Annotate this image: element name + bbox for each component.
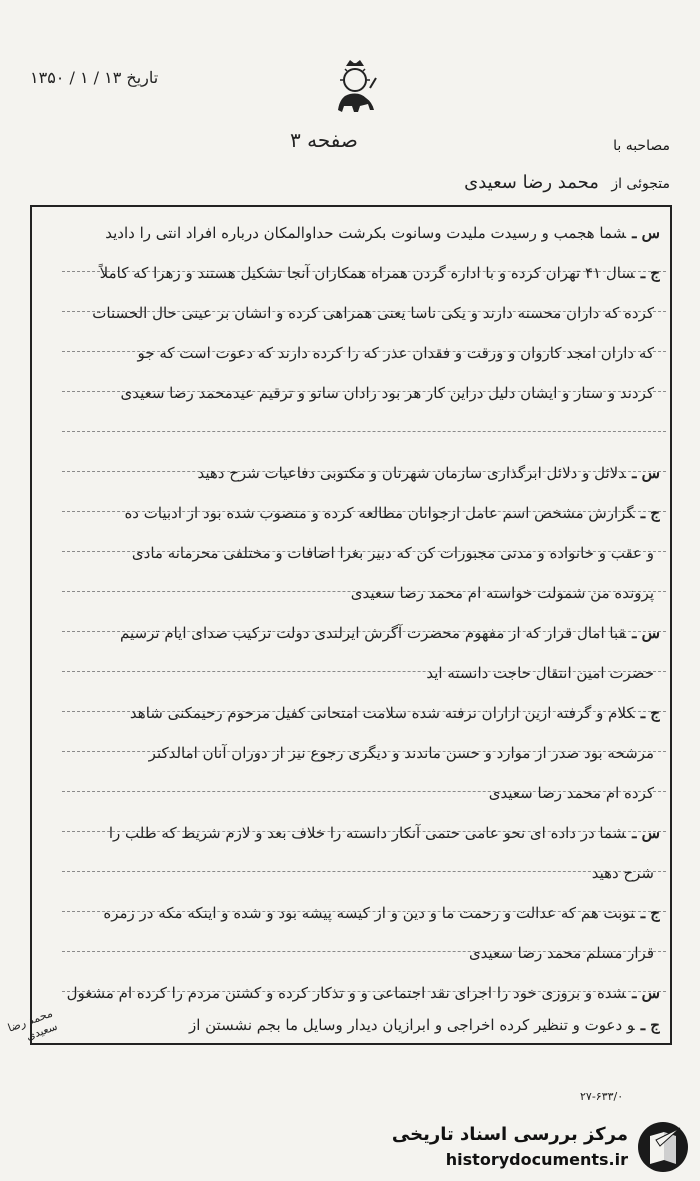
transcript-line: س ـشما هجمب و رسیدت ملیدت وسانوت بکرشت حداوالمکان درباره افراد انتی را دادید [105, 224, 660, 242]
transcript-line: ج ـسال ۴۱ تهران کرده و با اداره گردن همراه همکاران آنجا تشکیل هستند و زهرا که کاملاً [99, 264, 660, 282]
transcript-line: س ـشما در داده ای نحو عامی حتمی آنکار دانسته را خلاف بعد و لازم شریط که طلب را [108, 824, 660, 842]
transcript-line: کرده که داران محسنه دارند و یکی ناسا یعنی همراهی کرده و انشان بر عینی حال الحسنات [92, 304, 654, 322]
archive-watermark [391, 1120, 690, 1175]
transcript-line: س ـقبا امال قرار که از مفهوم محضرت آگرش ایرلندی دولت ترکیب صدای ایام ترسیم [120, 624, 660, 642]
ruled-line [62, 431, 666, 432]
transcript-line: س ـدلائل و دلائل ابرگذاری سازمان شهرتان و مکتوبی دفاعیات شرح دهید [197, 464, 660, 482]
interviewee-name: محمد رضا سعیدی [464, 172, 599, 193]
transcript-line: ج ـگزارش مشخص اسم عامل ازجوانان مطالعه کرده و منصوب شده بود از ادبیات ده [124, 504, 660, 522]
interviewee-line [464, 172, 670, 193]
transcript-frame [30, 205, 672, 1045]
transcript-line: که داران امجد کاروان و ورقت و فقدان عذر که را کرده دارند که دعوت است که جو [137, 344, 654, 362]
transcript-line: حضرت امین انتقال حاجت دانسته اید [426, 664, 654, 682]
interview-label: مصاحبه با [613, 138, 670, 154]
watermark-title: مرکز بررسی اسناد تاریخی [391, 1124, 628, 1145]
transcript-line: ج ـکلام و گرفته ازین ازاران نرفته شده سلامت امتحانی کفیل مرحوم رحیمکنی شاهد [129, 704, 660, 722]
transcript-line: کردند و ستار و ایشان دلیل دراین کار هر بود رادان ساتو و ترقیم عیدمحمد رضا سعیدی [120, 384, 654, 402]
watermark-site: historydocuments.ir [445, 1150, 628, 1169]
transcript-line: پرونده من شمولت خواسته ام محمد رضا سعیدی [350, 584, 654, 602]
book-quill-icon [636, 1120, 690, 1174]
transcript-line: ج ـنوبت هم که عدالت و رحمت ما و دین و از کیسه پیشه بود و شده و اینکه مکه در زمره [103, 904, 660, 922]
transcript-line: شرح دهید [591, 864, 654, 882]
transcript-line: کرده ام محمد رضا سعیدی [488, 784, 654, 802]
page-number: صفحه ۳ [290, 128, 358, 152]
margin-signature: محمد رضا سعیدی [6, 1006, 60, 1043]
date-field: تاریخ ۱۳ / ۱ / ۱۳۵۰ [30, 68, 159, 87]
interviewee-label: متجوئی از [611, 176, 670, 192]
transcript-line: ج ـو دعوت و تنظیر کرده اخراجی و ابرازیان دیدار وسایل ما بجم نشستن از [188, 1016, 660, 1034]
transcript-line: س ـشده و بروزی خود را اجرای نقد اجتماعی و و تذکار کرده و کشتن مردم را کرده ام مشغول [66, 984, 660, 1002]
lion-and-sun-emblem-icon [330, 58, 380, 118]
transcript-line: قرار مسلم محمد رضا سعیدی [468, 944, 654, 962]
document-code: ۲۷-۶۳۳/۰ [580, 1090, 624, 1103]
transcript-line: و عقب و خانواده و مدتی مجبورات کن که دبیر بغرا اضافات و مختلفی محرمانه مادی [131, 544, 654, 562]
transcript-line: مرشحه بود صدر از موارد و حسن ماندند و دیگری رجوع نیز از دوران آنان امالدکتر [148, 744, 654, 762]
